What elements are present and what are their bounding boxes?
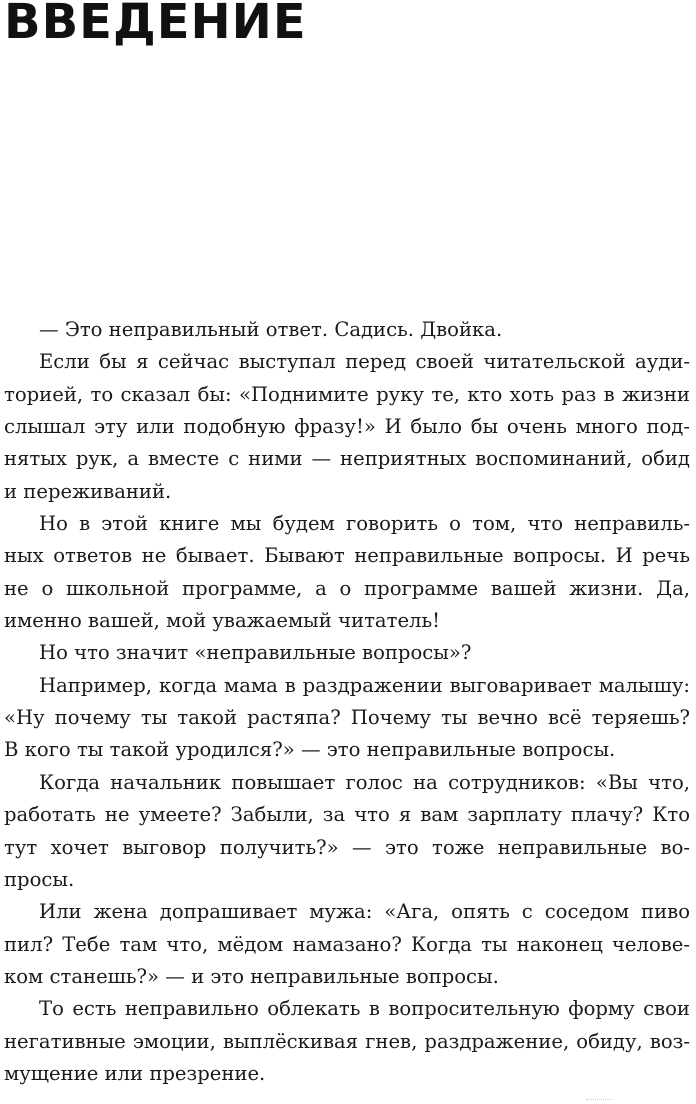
paragraph <box>4 508 690 637</box>
scan-artifact <box>586 1099 612 1102</box>
text-line: слышал эту или подобную фразу!» И было бы очень много под- <box>4 415 690 439</box>
text-line: тут хочет выговор получить?» — это тоже неправильные во- <box>4 835 690 859</box>
chapter-heading: ВВЕДЕНИЕ <box>4 0 307 50</box>
text-line: Например, когда мама в раздражении выговаривает малышу: <box>39 673 690 697</box>
text-line: пил? Тебе там что, мёдом намазано? Когда ты наконец челове- <box>4 932 690 956</box>
paragraph <box>4 637 690 669</box>
text-line: В кого ты такой уродился?» — это неправильные вопросы. <box>4 738 616 762</box>
paragraph <box>4 346 690 508</box>
paragraph <box>4 896 690 993</box>
text-line: ных ответов не бывает. Бывают неправильные вопросы. И речь <box>4 544 690 568</box>
text-line: То есть неправильно облекать в вопросительную форму свои <box>39 997 690 1021</box>
paragraph <box>4 670 690 767</box>
text-line: не о школьной программе, а о программе вашей жизни. Да, <box>4 576 690 600</box>
text-line: Но что значит «неправильные вопросы»? <box>39 641 472 665</box>
text-line: ком станешь?» — и это неправильные вопросы. <box>4 964 499 988</box>
text-line: — Это неправильный ответ. Садись. Двойка. <box>39 318 503 341</box>
text-line: и переживаний. <box>4 479 172 503</box>
paragraph <box>4 993 690 1090</box>
text-line: Если бы я сейчас выступал перед своей читательской ауди- <box>39 350 690 374</box>
text-line: Когда начальник повышает голос на сотрудников: «Вы что, <box>39 770 690 794</box>
text-line: именно вашей, мой уважаемый читатель! <box>4 609 441 633</box>
text-line: торией, то сказал бы: «Поднимите руку те, кто хоть раз в жизни <box>4 382 690 406</box>
text-line: нятых рук, а вместе с ними — неприятных воспоминаний, обид <box>4 447 690 471</box>
text-line: мущение или презрение. <box>4 1061 266 1085</box>
text-line: Но в этой книге мы будем говорить о том, что неправиль- <box>39 512 690 536</box>
paragraph <box>4 314 690 346</box>
text-line: работать не умеете? Забыли, за что я вам зарплату плачу? Кто <box>4 803 690 827</box>
chapter-body <box>4 314 690 1090</box>
text-line: просы. <box>4 867 75 891</box>
paragraph <box>4 767 690 896</box>
text-line: Или жена допрашивает мужа: «Ага, опять с соседом пиво <box>39 900 690 924</box>
text-line: «Ну почему ты такой растяпа? Почему ты вечно всё теряешь? <box>4 706 690 730</box>
text-line: негативные эмоции, выплёскивая гнев, раздражение, обиду, воз- <box>4 1029 690 1053</box>
